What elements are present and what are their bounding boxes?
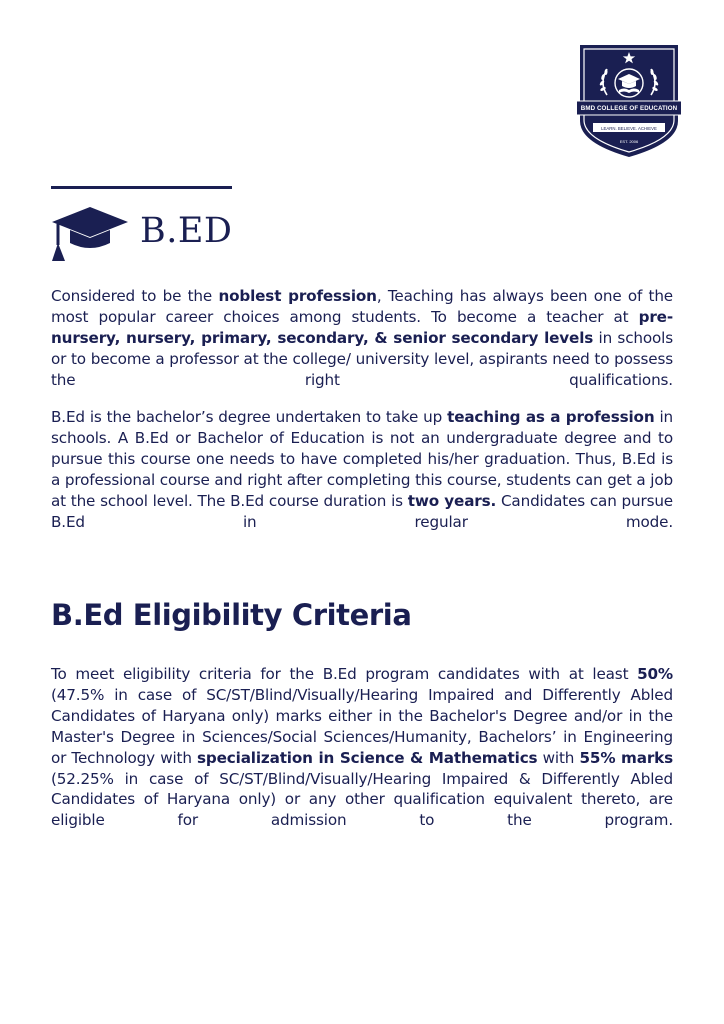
bold-text: specialization in Science & Mathematics	[197, 748, 538, 767]
bold-text: teaching as a profession	[447, 408, 655, 426]
bold-text: 55% marks	[579, 748, 673, 767]
college-logo	[577, 43, 681, 159]
graduation-cap-icon	[50, 205, 130, 262]
heading-rule	[51, 186, 232, 189]
logo-college-name: BMD COLLEGE OF EDUCATION	[580, 105, 678, 112]
bold-text: 50%	[637, 665, 673, 683]
bold-text: noblest profession	[218, 287, 377, 305]
logo-motto: LEARN. BELIEVE. ACHIEVE	[601, 126, 657, 131]
bold-text: two years.	[407, 491, 497, 510]
eligibility-heading: B.Ed Eligibility Criteria	[51, 598, 412, 632]
intro-paragraph-1: Considered to be the noblest profession, Teaching has always been one of the most popular career choices among students. To become a teacher at pre-nursery, nursery, primary, secondary, & senior secondary levels in schools or to become a professor at the college/ university level, aspirants need to possess the right qualifications.	[51, 287, 673, 389]
eligibility-paragraph: To meet eligibility criteria for the B.Ed program candidates with at least 50% (47.5% in case of SC/ST/Blind/Visually/Hearing Impaired and Differently Abled Candidates of Haryana only) marks either in the Bachelor's Degree and/or in the Master's Degree in Sciences/Social Sciences/Humanity, Bachelors’ in Engineering or Technology with specialization in Science & Mathematics with 55% marks (52.25% in case of SC/ST/Blind/Visually/Hearing Impaired & Differently Abled Candidates of Haryana only) or any other qualification equivalent thereto, are eligible for admission to the program.	[51, 665, 673, 830]
intro-paragraph-2: B.Ed is the bachelor’s degree undertaken to take up teaching as a profession in schools. A B.Ed or Bachelor of Education is not an undergraduate degree and to pursue this course one needs to have completed his/her graduation. Thus, B.Ed is a professional course and right after completing this course, students can get a job at the school level. The B.Ed course duration is two years. Candidates can pursue B.Ed in regular mode.	[51, 408, 673, 531]
logo-established: EST. 2006	[619, 139, 639, 144]
bold-text: pre-nursery, nursery, primary, secondary, & senior secondary levels	[51, 307, 673, 347]
page-title: B.ED	[140, 211, 233, 251]
